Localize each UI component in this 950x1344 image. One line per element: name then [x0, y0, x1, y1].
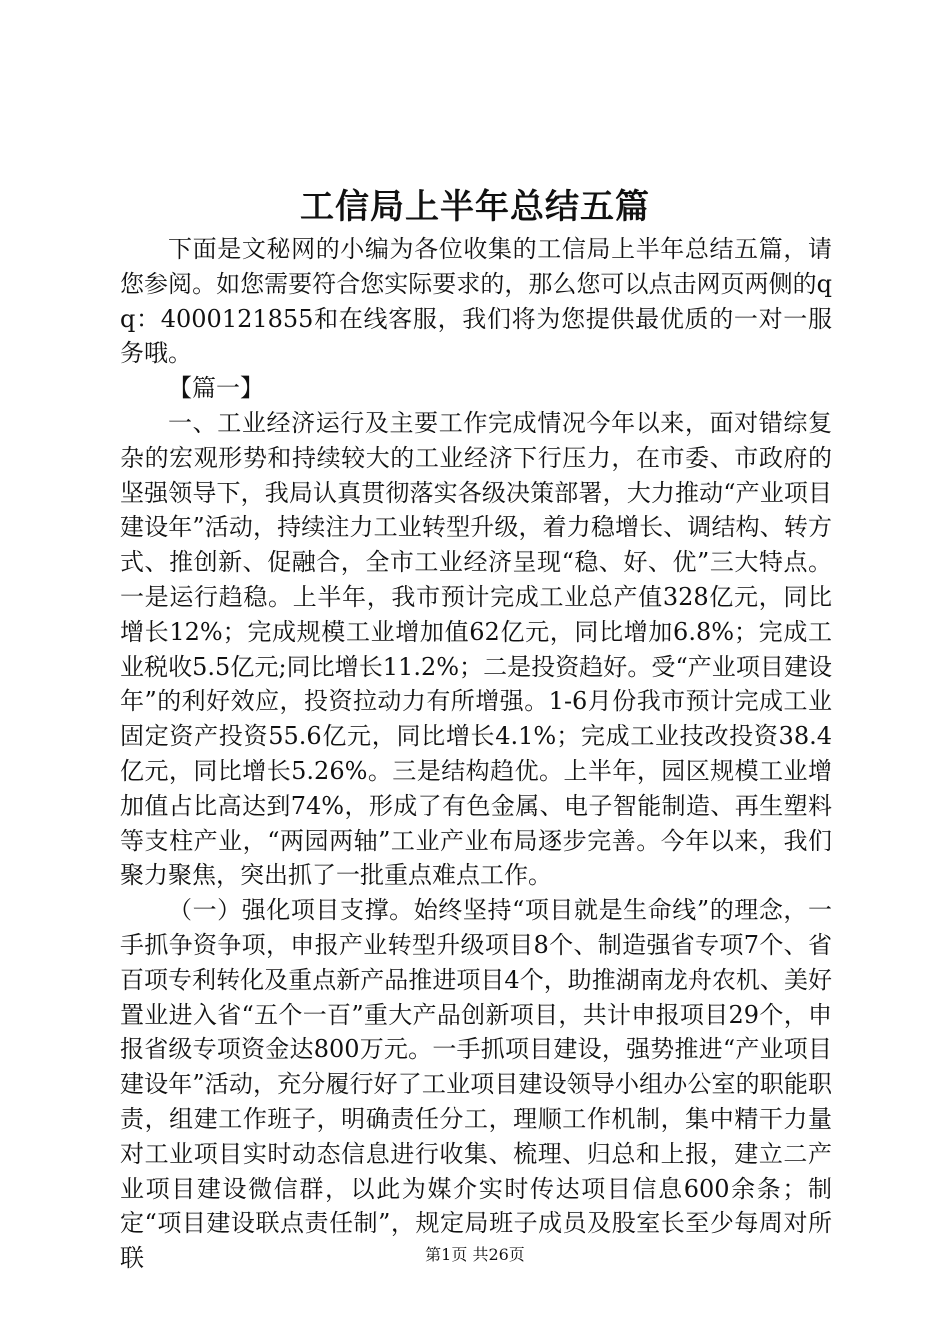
paragraph-project-support: （一）强化项目支撑。始终坚持“项目就是生命线”的理念，一手抓争资争项，申报产业转型升级项目8个、制造强省专项7个、省百项专利转化及重点新产品推进项目4个，助推湖南龙舟农机、美好置业进入省“五个一百”重大产品创新项目，共计申报项目29个，申报省级专项资金达800万元。一手抓项目建设，强势推进“产业项目建设年”活动，充分履行好了工业项目建设领导小组办公室的职能职责，组建工作班子，明确责任分工，理顺工作机制，集中精干力量对工业项目实时动态信息进行收集、梳理、归总和上报，建立二产业项目建设微信群，以此为媒介实时传达项目信息600余条；制定“项目建设联点责任制”，规定局班子成员及股室长至少每周对所联: [120, 896, 832, 1273]
section-heading: 【篇一】: [168, 374, 264, 403]
paragraph-overview: 一、工业经济运行及主要工作完成情况今年以来，面对错综复杂的宏观形势和持续较大的工业经济下行压力，在市委、市政府的坚强领导下，我局认真贯彻落实各级决策部署，大力推动“产业项目建设年”活动，持续注力工业转型升级，着力稳增长、调结构、转方式、推创新、促融合，全市工业经济呈现“稳、好、优”三大特点。一是运行趋稳。上半年，我市预计完成工业总产值328亿元，同比增长12%；完成规模工业增加值62亿元，同比增加6.8%；完成工业税收5.5亿元;同比增长11.2%；二是投资趋好。受“产业项目建设年”的利好效应，投资拉动力有所增强。1-6月份我市预计完成工业固定资产投资55.6亿元，同比增长4.1%；完成工业技改投资38.4亿元，同比增长5.26%。三是结构趋优。上半年，园区规模工业增加值占比高达到74%，形成了有色金属、电子智能制造、再生塑料等支柱产业，“两园两轴”工业产业布局逐步完善。今年以来，我们聚力聚焦，突出抓了一批重点难点工作。: [120, 408, 832, 890]
document-body: [120, 232, 832, 1276]
document-title: 工信局上半年总结五篇: [300, 187, 650, 227]
paragraph-intro: 下面是文秘网的小编为各位收集的工信局上半年总结五篇，请您参阅。如您需要符合您实际要求的，那么您可以点击网页两侧的qq：4000121855和在线客服，我们将为您提供最优质的一对一服务哦。: [120, 235, 832, 368]
page-number-footer: 第1页 共26页: [425, 1245, 525, 1264]
